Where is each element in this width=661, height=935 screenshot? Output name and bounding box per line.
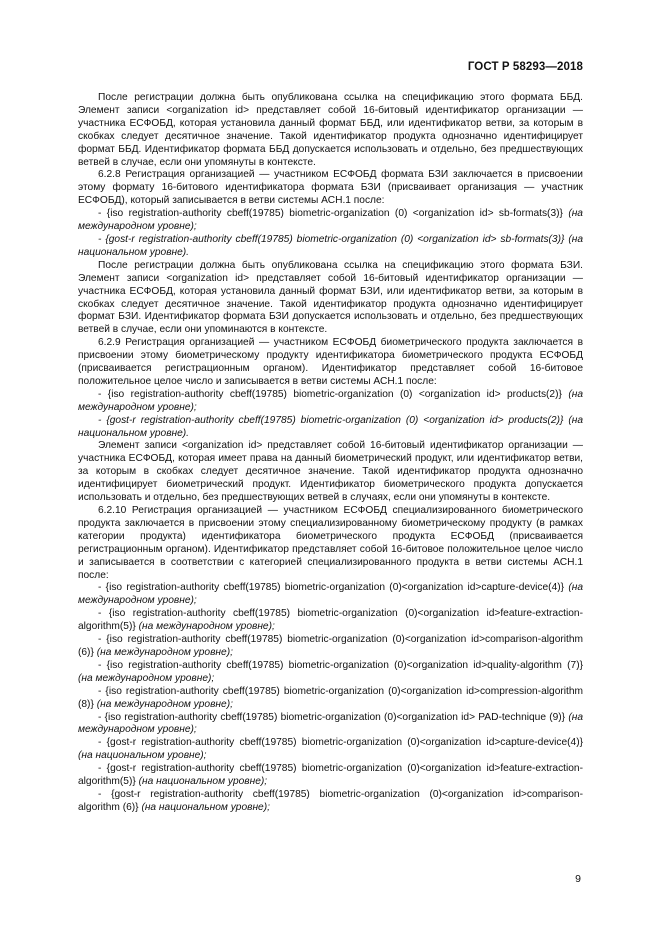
list-item-code: - {gost-r registration-authority cbeff(19785) biometric-organization (0)<organization id>capture-device(4)} <box>98 737 583 749</box>
list-item <box>78 686 583 712</box>
list-item-level: - {gost-r registration-authority cbeff(19785) biometric-organization (0) <organization id> products(2)} (на национальном уровне). <box>78 414 583 439</box>
list-item-level: (на международном уровне); <box>96 646 233 658</box>
list-item <box>78 763 583 789</box>
standard-header: ГОСТ Р 58293—2018 <box>467 61 583 73</box>
list-item <box>78 660 583 686</box>
list-item-level: - {gost-r registration-authority cbeff(19785) biometric-organization (0) <organization id> sb-formats(3)} (на национальном уровне). <box>78 233 583 258</box>
paragraph: Элемент записи <organization id> представляет собой 16-битовый идентификатор организации — участника ЕСФОБД, которая имеет права на данный биометрический продукт, или идентификатор ветви, за которым в скобках следует десятичное значение. Такой идентификатор продукта однозначно идентифицирует биометрический продукт. Идентификатор биометрического продукта допускается использовать и отдельно, без предшествующих ветвей в случаях, если они упомянуты в контексте. <box>78 440 583 504</box>
list-item-code: - {iso registration-authority cbeff(19785) biometric-organization (0) <organization id> sb-formats(3)} <box>98 208 563 220</box>
list-item-level: (на международном уровне); <box>78 582 583 607</box>
list-item-level: (на международном уровне); <box>138 621 275 633</box>
list-item <box>78 415 583 441</box>
list-item <box>78 208 583 234</box>
list-item <box>78 608 583 634</box>
list-item-level: (на международном уровне); <box>78 711 583 736</box>
list-item <box>78 582 583 608</box>
list-item-level: (на международном уровне); <box>96 698 233 710</box>
paragraph-6-2-8: 6.2.8 Регистрация организацией — участником ЕСФОБД формата БЗИ заключается в присвоении этому формату 16-битового идентификатора формата БЗИ (присваивает организация — участник ЕСФОБД), который записывается в ветви системы АСН.1 после: <box>78 169 583 207</box>
list-item-code: - {iso registration-authority cbeff(19785) biometric-organization (0)<organization id>comparison-algorithm (6)} <box>78 634 583 658</box>
paragraph-6-2-10: 6.2.10 Регистрация организацией — участником ЕСФОБД специализированного биометрического продукта заключается в присвоении этому специализированному биометрическому продукту (в рамках категории продукта) идентификатора биометрического продукта ЕСФОБД (присваивается регистрационным органом). Идентификатор представляет собой 16-битовое положительное целое число и записывается в соответствии с категорией специализированного продукта в ветви системы АСН.1 после: <box>78 505 583 581</box>
page-number: 9 <box>575 873 581 885</box>
paragraph: После регистрации должна быть опубликована ссылка на спецификацию этого формата ББД. Элемент записи <organization id> представляет собой 16-битовый идентификатор организации — участника ЕСФОБД, которая установила данный формат ББД, или идентификатор ветви, за которым в скобках следует десятичное значение. Такой идентификатор продукта однозначно идентифицирует формат ББД. Идентификатор формата ББД допускается использовать и отдельно, без предшествующих ветвей в случае, если они упомянуты в контексте. <box>78 92 583 168</box>
list-item <box>78 634 583 660</box>
list-item-code: - {gost-r registration-authority cbeff(19785) biometric-organization (0)<organization id>feature-extraction-algorithm(5)} <box>78 763 583 788</box>
list-item-code: - {iso registration-authority cbeff(19785) biometric-organization (0)<organization id> PAD-technique (9)} <box>98 711 566 723</box>
list-item <box>78 737 583 763</box>
list-item-level: (на международном уровне); <box>78 388 583 413</box>
list-item-level: (на национальном уровне); <box>141 801 270 813</box>
list-item-code: - {iso registration-authority cbeff(19785) biometric-organization (0)<organization id>quality-algorithm (7)} <box>98 659 583 671</box>
list-item-level: (на международном уровне); <box>78 208 583 233</box>
body-text <box>78 92 583 815</box>
list-item-code: - {iso registration-authority cbeff(19785) biometric-organization (0)<organization id>capture-device(4)} <box>98 582 565 594</box>
list-item-level: (на международном уровне); <box>78 672 215 684</box>
list-item-code: - {iso registration-authority cbeff(19785) biometric-organization (0)<organization id>feature-extraction-algorithm(5)} <box>78 608 583 633</box>
list-item-level: (на национальном уровне); <box>138 776 268 788</box>
list-item <box>78 234 583 260</box>
list-item-code: - {iso registration-authority cbeff(19785) biometric-organization (0)<organization id>compression-algorithm (8)} <box>78 685 583 710</box>
list-item-code: - {iso registration-authority cbeff(19785) biometric-organization (0) <organization id> products(2)} <box>98 388 562 400</box>
list-item <box>78 712 583 738</box>
list-item <box>78 389 583 415</box>
list-item <box>78 789 583 815</box>
list-item-level: (на национальном уровне); <box>78 750 207 762</box>
paragraph: После регистрации должна быть опубликована ссылка на спецификацию этого формата БЗИ. Элемент записи <organization id> представляет собой 16-битовый идентификатор организации — участника ЕСФОБД, которая установила данный формат БЗИ, или идентификатор ветви, за которым в скобках следует десятичное значение. Такой идентификатор продукта однозначно идентифицирует формат БЗИ. Идентификатор формата БЗИ допускается использовать и отдельно, без предшествующих ветвей в случае, если они упоминаются в контексте. <box>78 259 583 336</box>
list-item-code: - {gost-r registration-authority cbeff(19785) biometric-organization (0)<organization id>comparison-algorithm (6)} <box>78 788 583 813</box>
paragraph-6-2-9: 6.2.9 Регистрация организацией — участником ЕСФОБД биометрического продукта заключается в присвоении этому биометрическому продукту идентификатора биометрического продукта ЕСФОБД (присваивается регистрационным органом). Идентификатор представляет собой 16-битовое положительное целое число и записывается в ветви системы АСН.1 после: <box>78 337 583 387</box>
